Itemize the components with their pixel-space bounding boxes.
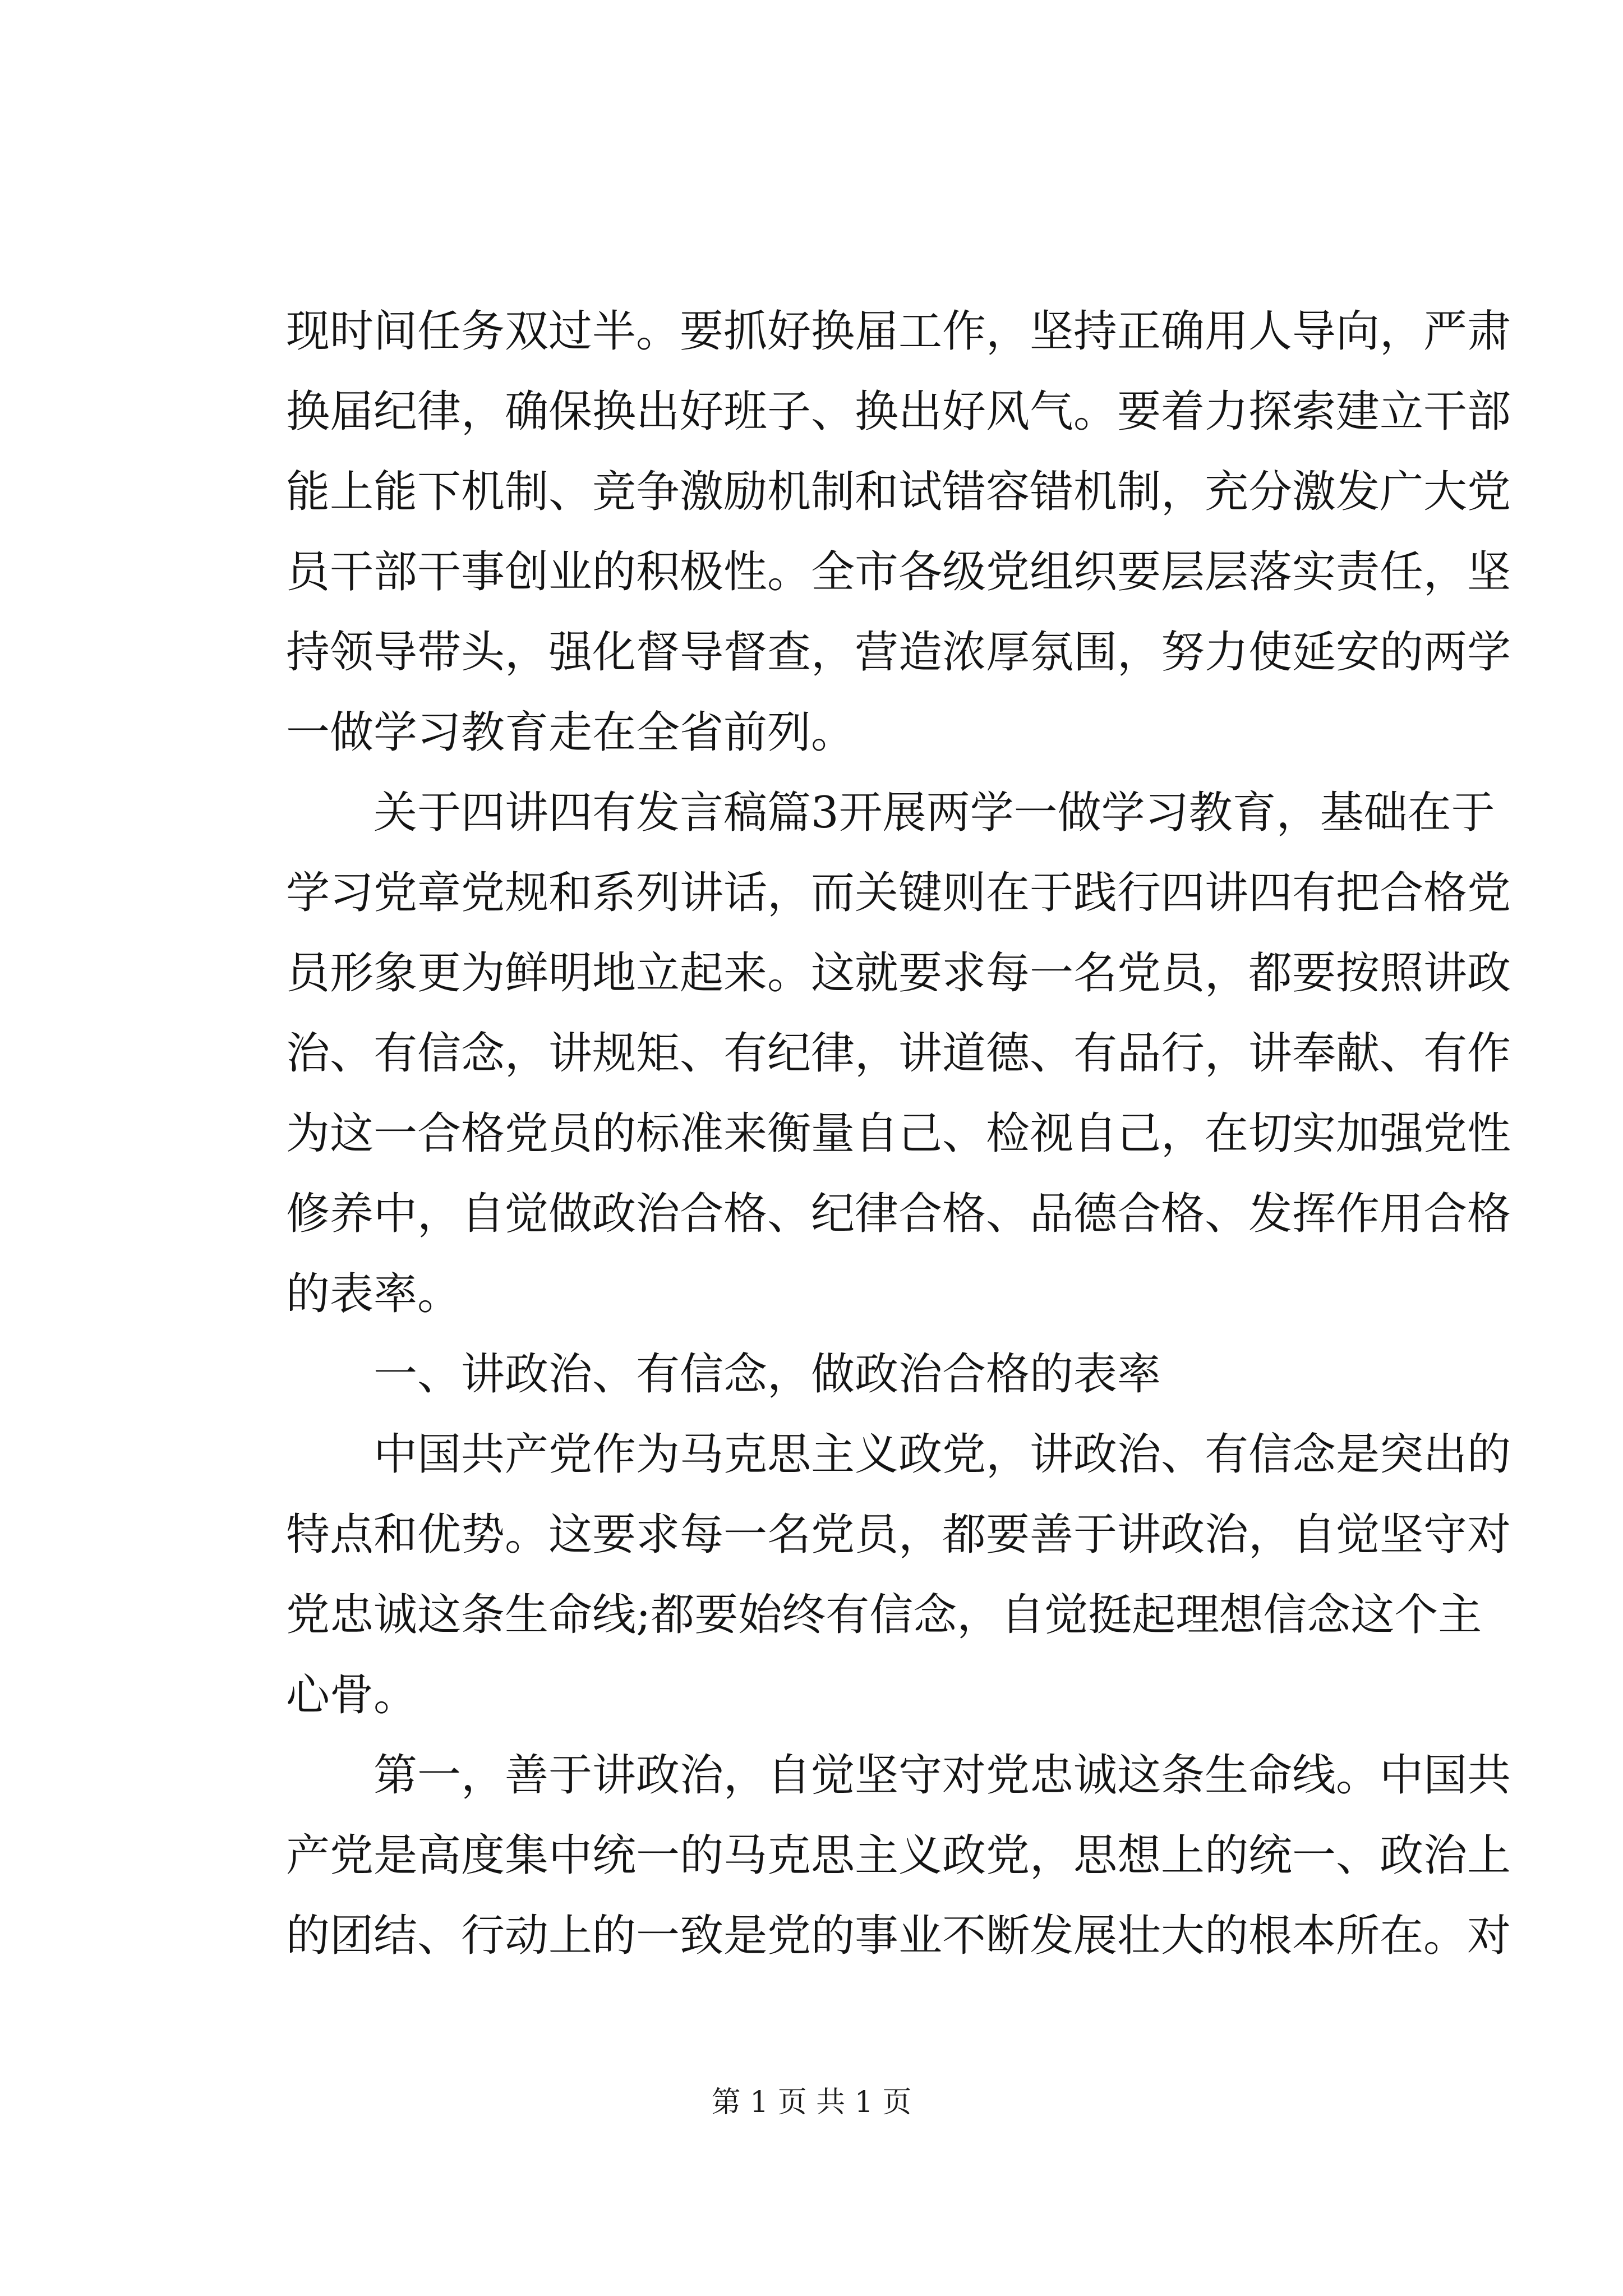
text-line: 的团结、行动上的一致是党的事业不断发展壮大的根本所在。对 — [286, 1911, 1511, 1961]
text-line: 为这一合格党员的标准来衡量自己、检视自己，在切实加强党性 — [286, 1108, 1511, 1159]
text-line: 现时间任务双过半。要抓好换届工作，坚持正确用人导向，严肃 — [286, 306, 1511, 357]
paragraph-first-line: 关于四讲四有发言稿篇3开展两学一做学习教育，基础在于 — [374, 788, 1495, 838]
text-line: 心骨。 — [286, 1670, 418, 1720]
section-heading: 一、讲政治、有信念，做政治合格的表率 — [374, 1349, 1161, 1400]
page-number-label: 第 1 页 共 1 页 — [711, 2086, 912, 2119]
text-line: 产党是高度集中统一的马克思主义政党，思想上的统一、政治上 — [286, 1830, 1511, 1881]
text-line: 员干部干事创业的积极性。全市各级党组织要层层落实责任，坚 — [286, 547, 1511, 597]
text-line: 修养中，自觉做政治合格、纪律合格、品德合格、发挥作用合格 — [286, 1189, 1511, 1239]
text-line: 治、有信念，讲规矩、有纪律，讲道德、有品行，讲奉献、有作 — [286, 1028, 1511, 1079]
text-line: 学习党章党规和系列讲话，而关键则在于践行四讲四有把合格党 — [286, 868, 1511, 918]
text-line: 换届纪律，确保换出好班子、换出好风气。要着力探索建立干部 — [286, 386, 1511, 437]
text-line: 能上能下机制、竞争激励机制和试错容错机制，充分激发广大党 — [286, 467, 1511, 517]
text-line: 员形象更为鲜明地立起来。这就要求每一名党员，都要按照讲政 — [286, 948, 1511, 999]
paragraph-first-line: 第一，善于讲政治，自觉坚守对党忠诚这条生命线。中国共 — [374, 1750, 1511, 1801]
text-line: 持领导带头，强化督导督查，营造浓厚氛围，努力使延安的两学 — [286, 627, 1511, 678]
text-line: 一做学习教育走在全省前列。 — [286, 707, 855, 758]
text-line: 党忠诚这条生命线;都要始终有信念，自觉挺起理想信念这个主 — [286, 1590, 1482, 1640]
page-footer — [0, 2086, 1623, 2119]
document-body — [286, 292, 1511, 1976]
paragraph-first-line: 中国共产党作为马克思主义政党，讲政治、有信念是突出的 — [374, 1429, 1511, 1480]
text-line: 的表率。 — [286, 1269, 462, 1319]
text-line: 特点和优势。这要求每一名党员，都要善于讲政治，自觉坚守对 — [286, 1510, 1511, 1560]
